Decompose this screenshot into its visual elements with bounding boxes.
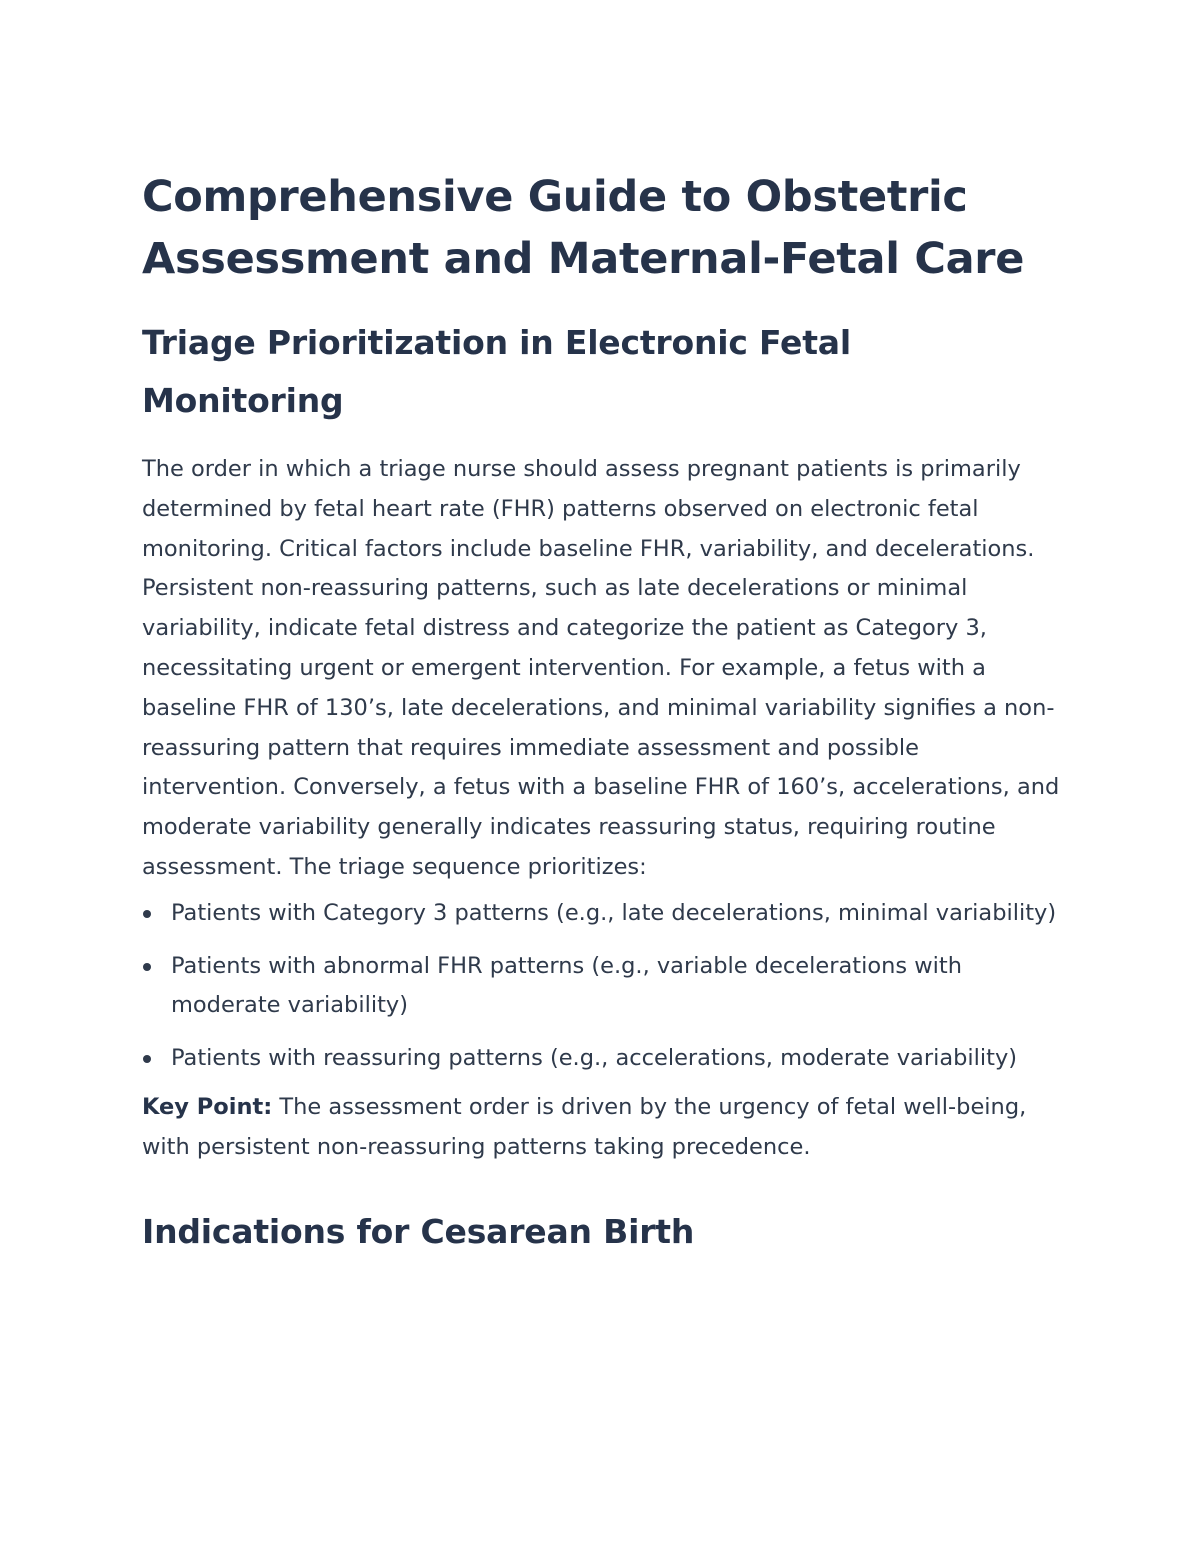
list-item-text: Patients with reassuring patterns (e.g., accelerations, moderate variability)	[171, 1045, 1018, 1072]
section-heading-triage: Triage Prioritization in Electronic Fetal Monitoring	[142, 323, 851, 420]
triage-priority-list	[142, 894, 1062, 1079]
list-item	[142, 1039, 1062, 1079]
key-point-text: The assessment order is driven by the urgency of fetal well-being, with persistent non-reassuring patterns taking precedence.	[142, 1093, 1027, 1160]
list-item	[142, 947, 1062, 1027]
bullet-icon	[143, 1055, 151, 1063]
list-item-text: Patients with Category 3 patterns (e.g., late decelerations, minimal variability)	[171, 899, 1057, 926]
bullet-icon	[143, 963, 151, 971]
document-title: Comprehensive Guide to Obstetric Assessment and Maternal-Fetal Care	[142, 172, 1025, 284]
list-item-text: Patients with abnormal FHR patterns (e.g., variable decelerations with moderate variability)	[171, 952, 962, 1019]
bullet-icon	[143, 910, 151, 918]
key-point-paragraph	[142, 1088, 1062, 1168]
section-heading-cesarean: Indications for Cesarean Birth	[142, 1211, 695, 1251]
document-page	[142, 166, 1062, 1262]
key-point-label: Key Point:	[142, 1093, 273, 1120]
section-intro-paragraph: The order in which a triage nurse should assess pregnant patients is primarily determined by fetal heart rate (FHR) patterns observed on electronic fetal monitoring. Critical factors include baseline FHR, variability, and decelerations. Persistent non-reassuring patterns, such as late decelerations or minimal variability, indicate fetal distress and categorize the patient as Category 3, necessitating urgent or emergent intervention. For example, a fetus with a baseline FHR of 130’s, late decelerations, and minimal variability signifies a non-reassuring pattern that requires immediate assessment and possible intervention. Conversely, a fetus with a baseline FHR of 160’s, accelerations, and moderate variability generally indicates reassuring status, requiring routine assessment. The triage sequence prioritizes:	[142, 456, 1060, 880]
list-item	[142, 894, 1062, 934]
